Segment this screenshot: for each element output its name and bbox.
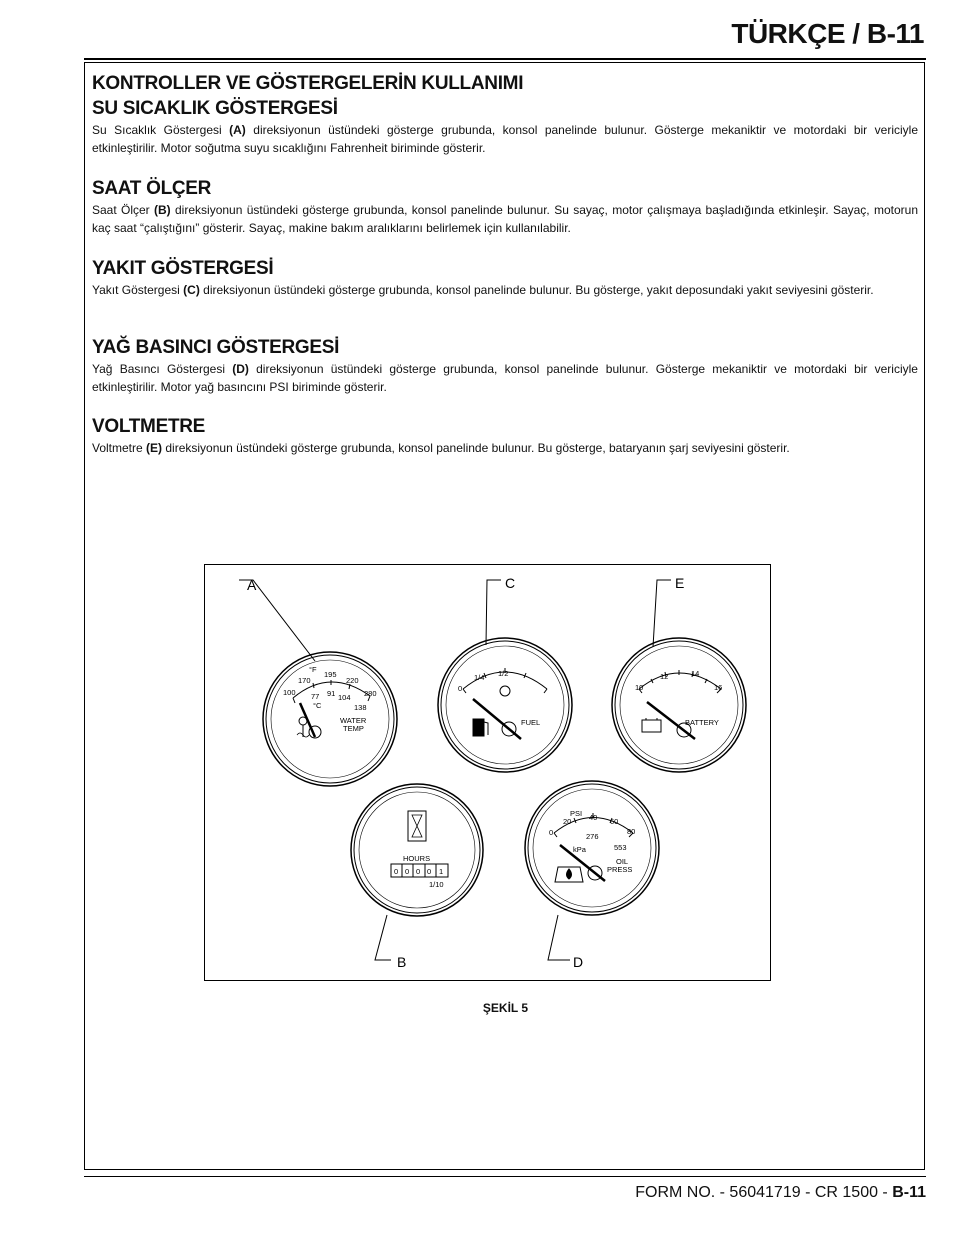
- leader-b: [375, 915, 391, 960]
- leader-c: [486, 580, 501, 645]
- section-voltmeter: [92, 414, 918, 457]
- water-unit-f: °F: [309, 665, 317, 674]
- water-label-1: WATER: [340, 716, 367, 725]
- section-controls: [92, 71, 918, 96]
- oil-tick-276: 276: [586, 832, 599, 841]
- water-tick-100: 100: [283, 688, 296, 697]
- section-heading: KONTROLLER VE GÖSTERGELERİN KULLANIMI: [92, 73, 524, 94]
- water-tick-195: 195: [324, 670, 337, 679]
- fuel-label: FUEL: [521, 718, 541, 727]
- water-tick-91: 91: [327, 689, 336, 698]
- footer-form-number: FORM NO. - 56041719 - CR 1500 -: [635, 1184, 893, 1201]
- oil-tick-40: 40: [589, 813, 598, 822]
- section-paragraph: Saat Ölçer (B) direksiyonun üstündeki gösterge grubunda, konsol panelinde bulunur. Su sayaç, motor çalışmaya başladığında etkinleşir. Sayaç, motorun kaç saat “çalıştığını” gösterir. Sayaç, makine bakım aralıklarını belirlemek için kullanılabilir.: [92, 203, 918, 235]
- water-tick-77: 77: [311, 692, 320, 701]
- battery-tick-10: 10: [635, 683, 644, 692]
- water-tick-138: 138: [354, 703, 367, 712]
- hours-gauge: [351, 784, 483, 916]
- hours-digit-5: 1: [439, 867, 444, 876]
- section-oil-pressure: [92, 335, 918, 396]
- oil-tick-80: 80: [627, 827, 636, 836]
- section-fuel: [92, 256, 918, 299]
- content-box: [84, 62, 925, 1170]
- water-tick-104: 104: [338, 693, 351, 702]
- hours-digit-3: 0: [416, 867, 421, 876]
- oil-unit-kpa: kPa: [573, 845, 586, 854]
- leader-e: [653, 580, 671, 647]
- section-heading: YAKIT GÖSTERGESİ: [92, 258, 274, 279]
- fuel-tick-quarter: 1/4: [474, 673, 485, 682]
- callout-d: D: [573, 954, 584, 970]
- gauge-figure: [204, 564, 771, 981]
- figure-caption: ŞEKİL 5: [482, 1001, 529, 1015]
- oil-tick-0: 0: [549, 828, 554, 837]
- callout-e: E: [675, 575, 685, 591]
- footer: [635, 1184, 926, 1202]
- title-rule: [84, 58, 926, 60]
- fuel-tick-0: 0: [458, 684, 463, 693]
- section-heading: YAĞ BASINCI GÖSTERGESİ: [92, 337, 340, 358]
- section-heading: SU SICAKLIK GÖSTERGESİ: [92, 98, 338, 119]
- page-title: TÜRKÇE / B-11: [731, 18, 924, 49]
- battery-tick-16: 16: [714, 683, 723, 692]
- water-tick-280: 280: [364, 689, 377, 698]
- oil-label-1: OIL: [616, 857, 629, 866]
- oil-tick-20: 20: [563, 817, 572, 826]
- hours-digit-2: 0: [405, 867, 410, 876]
- section-paragraph: Yağ Basıncı Göstergesi (D) direksiyonun üstündeki gösterge grubunda, konsol panelinde bulunur. Gösterge mekaniktir ve motordaki bir vericiyle etkinleştirilir. Motor yağ basıncını PSI biriminde gösterir.: [92, 362, 918, 394]
- battery-gauge: [612, 638, 746, 772]
- section-heading: SAAT ÖLÇER: [92, 178, 212, 199]
- oil-label-2: PRESS: [607, 865, 633, 874]
- section-paragraph: Yakıt Göstergesi (C) direksiyonun üstündeki gösterge grubunda, konsol panelinde bulunur. Bu gösterge, yakıt deposundaki yakıt seviyesini gösterir.: [92, 283, 874, 297]
- fuel-gauge: [438, 638, 572, 772]
- section-paragraph: Su Sıcaklık Göstergesi (A) direksiyonun üstündeki gösterge grubunda, konsol panelinde bulunur. Gösterge mekaniktir ve motordaki bir vericiyle etkinleştirilir. Motor soğutma suyu sıcaklığını Fahrenheit biriminde gösterir.: [92, 123, 918, 155]
- water-unit-c: °C: [313, 701, 322, 710]
- water-label-2: TEMP: [343, 724, 364, 733]
- callout-c: C: [505, 575, 516, 591]
- callout-b: B: [397, 954, 407, 970]
- leader-d: [548, 915, 570, 960]
- battery-tick-14: 14: [691, 669, 700, 678]
- oil-pressure-gauge: [525, 781, 659, 915]
- section-paragraph: Voltmetre (E) direksiyonun üstündeki gösterge grubunda, konsol panelinde bulunur. Bu gösterge, bataryanın şarj seviyesini gösterir.: [92, 441, 790, 455]
- oil-tick-60: 60: [610, 817, 619, 826]
- fuel-tick-half: 1/2: [498, 669, 509, 678]
- hours-digit-1: 0: [394, 867, 399, 876]
- section-hour-meter: [92, 176, 918, 237]
- oil-unit-psi: PSI: [570, 809, 583, 818]
- callout-a: A: [247, 577, 257, 593]
- battery-label: BATTERY: [685, 718, 719, 727]
- footer-page-number: B-11: [892, 1184, 926, 1201]
- hours-digit-4: 0: [427, 867, 432, 876]
- section-water-temp: [92, 96, 918, 157]
- hours-label: HOURS: [403, 854, 431, 863]
- gauge-illustration: [205, 565, 770, 980]
- water-tick-170: 170: [298, 676, 311, 685]
- water-tick-220: 220: [346, 676, 359, 685]
- oil-tick-553: 553: [614, 843, 627, 852]
- section-heading: VOLTMETRE: [92, 416, 206, 437]
- battery-tick-12: 12: [660, 672, 669, 681]
- hours-unit: 1/10: [429, 880, 444, 889]
- footer-rule: [84, 1176, 926, 1177]
